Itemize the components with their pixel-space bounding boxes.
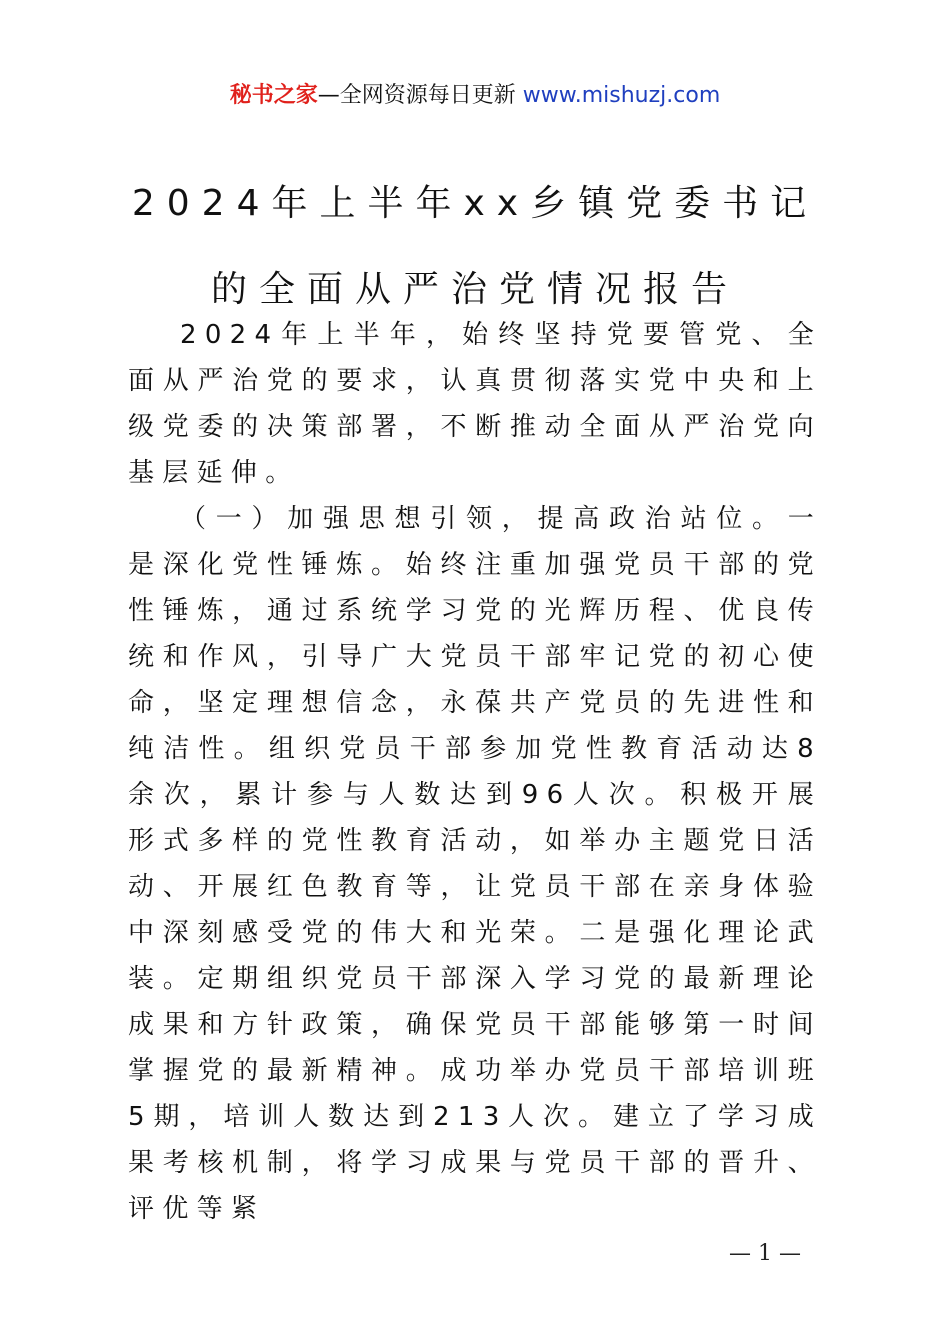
site-slogan: —全网资源每日更新 bbox=[317, 83, 523, 108]
title-line-2: 的全面从严治党情况报告 bbox=[210, 269, 739, 310]
document-body bbox=[128, 312, 822, 1232]
paragraph-intro: 2024年上半年，始终坚持党要管党、全面从严治党的要求，认真贯彻落实党中央和上级党委的决策部署，不断推动全面从严治党向基层延伸。 bbox=[128, 320, 822, 488]
page-number: — 1 — bbox=[729, 1241, 801, 1266]
site-brand: 秘书之家 bbox=[229, 83, 318, 108]
site-header bbox=[0, 80, 950, 112]
title-line-1: 2024年上半年xx乡镇党委书记 bbox=[131, 183, 819, 224]
paragraph-section-1: （一）加强思想引领，提高政治站位。一是深化党性锤炼。始终注重加强党员干部的党性锤炼，通过系统学习党的光辉历程、优良传统和作风，引导广大党员干部牢记党的初心使命，坚定理想信念，永葆共产党员的先进性和纯洁性。组织党员干部参加党性教育活动达8余次，累计参与人数达到96人次。积极开展形式多样的党性教育活动，如举办主题党日活动、开展红色教育等，让党员干部在亲身体验中深刻感受党的伟大和光荣。二是强化理论武装。定期组织党员干部深入学习党的最新理论成果和方针政策，确保党员干部能够第一时间掌握党的最新精神。成功举办党员干部培训班5期，培训人数达到213人次。建立了学习成果考核机制，将学习成果与党员干部的晋升、评优等紧 bbox=[128, 504, 822, 1224]
site-url-link[interactable]: www.mishuzj.com bbox=[522, 83, 721, 108]
